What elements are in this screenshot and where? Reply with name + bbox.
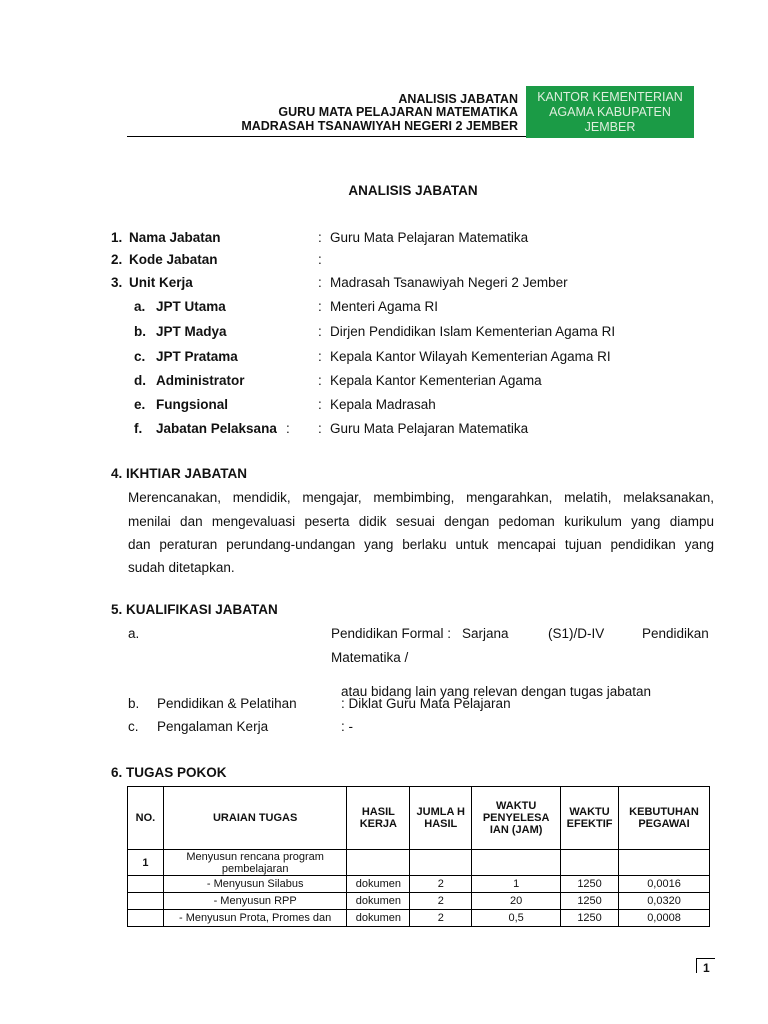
column-header: WAKTU EFEKTIF — [561, 787, 619, 850]
cell-uraian: - Menyusun Prota, Promes dan — [163, 910, 346, 927]
subfield-num: b. — [134, 324, 146, 339]
kualifikasi-c-text: Pengalaman Kerja — [157, 719, 269, 734]
header-line-3: MADRASAH TSANAWIYAH NEGERI 2 JEMBER — [241, 119, 518, 133]
field-label: Nama Jabatan — [129, 230, 221, 245]
kualifikasi-c-label: c. — [128, 719, 139, 734]
field-value: Guru Mata Pelajaran Matematika — [330, 421, 529, 436]
column-header: HASIL KERJA — [347, 787, 410, 850]
page-title: ANALISIS JABATAN — [348, 183, 478, 198]
table-row — [128, 850, 710, 876]
field-value: Dirjen Pendidikan Islam Kementerian Agama RI — [330, 324, 616, 339]
column-header: URAIAN TUGAS — [163, 787, 346, 850]
cell-kebutuhan: 0,0008 — [619, 910, 710, 927]
ikhtiar-line: dan peraturan perundang-undangan yang berlaku untuk mencapai tujuan pendidikan yang — [128, 537, 714, 552]
cell-no — [128, 876, 164, 893]
kualifikasi-a-label: a. — [128, 626, 140, 641]
formal-word: Sarjana — [462, 626, 509, 641]
subfield-label: Fungsional — [156, 397, 228, 412]
cell-uraian: Menyusun rencana program pembelajaran — [163, 850, 346, 876]
table-row — [128, 910, 710, 927]
tugas-table — [127, 786, 710, 927]
field-value: Menteri Agama RI — [330, 299, 439, 314]
ikhtiar-line: menilai dan mengevaluasi peserta didik sesuai dengan pedoman kurikulum yang diampu — [128, 514, 714, 529]
field-sep: : — [318, 230, 322, 245]
subfield-num: a. — [134, 299, 146, 314]
cell-hasil: dokumen — [347, 910, 410, 927]
page-number: 1 — [696, 958, 715, 973]
cell-waktu: 1 — [472, 876, 561, 893]
section-heading-kualifikasi: 5. KUALIFIKASI JABATAN — [111, 602, 278, 617]
cell-empty — [472, 850, 561, 876]
field-num: 2. — [111, 252, 123, 267]
cell-empty — [410, 850, 472, 876]
formal-label: Pendidikan Formal : — [331, 626, 452, 641]
cell-kebutuhan: 0,0016 — [619, 876, 710, 893]
cell-jumlah: 2 — [410, 910, 472, 927]
subfield-num: c. — [134, 349, 146, 364]
field-sep: : — [318, 373, 322, 388]
section-heading-ikhtiar: 4. IKHTIAR JABATAN — [111, 466, 248, 481]
subfield-num: d. — [134, 373, 146, 388]
cell-kebutuhan: 0,0320 — [619, 893, 710, 910]
field-value: Madrasah Tsanawiyah Negeri 2 Jember — [330, 275, 568, 290]
kualifikasi-b-label: b. — [128, 696, 140, 711]
cell-waktu: 20 — [472, 893, 561, 910]
table-row — [128, 893, 710, 910]
cell-uraian: - Menyusun RPP — [163, 893, 346, 910]
cell-efektif: 1250 — [561, 893, 619, 910]
cell-jumlah: 2 — [410, 893, 472, 910]
cell-uraian: - Menyusun Silabus — [163, 876, 346, 893]
field-label: Unit Kerja — [129, 275, 193, 290]
subfield-label: JPT Madya — [156, 324, 227, 339]
cell-empty — [347, 850, 410, 876]
header-line-1: ANALISIS JABATAN — [398, 92, 518, 106]
field-value: Guru Mata Pelajaran Matematika — [330, 230, 529, 245]
ikhtiar-line: Merencanakan, mendidik, mengajar, membimbing, mengarahkan, melatih, melaksanakan, — [128, 490, 714, 505]
cell-no — [128, 893, 164, 910]
field-value: Kepala Kantor Wilayah Kementerian Agama RI — [330, 349, 611, 364]
office-line-2: AGAMA KABUPATEN — [549, 105, 671, 119]
formal-word: Pendidikan — [642, 626, 709, 641]
field-num: 3. — [111, 275, 123, 290]
field-sep: : — [318, 397, 322, 412]
office-line-1: KANTOR KEMENTERIAN — [537, 90, 683, 104]
cell-hasil: dokumen — [347, 876, 410, 893]
field-label: Kode Jabatan — [129, 252, 218, 267]
field-sep: : — [286, 421, 290, 436]
subfield-label: Jabatan Pelaksana — [156, 421, 277, 436]
subfield-num: f. — [134, 421, 143, 436]
ikhtiar-line: sudah ditetapkan. — [128, 560, 235, 575]
cell-hasil: dokumen — [347, 893, 410, 910]
office-line-3: JEMBER — [584, 120, 636, 134]
cell-no — [128, 910, 164, 927]
cell-empty — [561, 850, 619, 876]
office-box — [526, 86, 694, 138]
field-num: 1. — [111, 230, 123, 245]
field-sep: : — [318, 275, 322, 290]
cell-empty — [619, 850, 710, 876]
field-value: Kepala Kantor Kementerian Agama — [330, 373, 542, 388]
formal-word: (S1)/D-IV — [548, 626, 605, 641]
column-header: WAKTU PENYELESA IAN (JAM) — [472, 787, 561, 850]
formal-line-2: Matematika / — [331, 650, 409, 665]
cell-efektif: 1250 — [561, 910, 619, 927]
header-rule — [127, 136, 527, 137]
column-header: KEBUTUHAN PEGAWAI — [619, 787, 710, 850]
column-header: JUMLA H HASIL — [410, 787, 472, 850]
field-sep: : — [318, 349, 322, 364]
header-line-2: GURU MATA PELAJARAN MATEMATIKA — [278, 105, 518, 119]
kualifikasi-b-text: Pendidikan & Pelatihan — [157, 696, 297, 711]
field-sep: : — [318, 252, 322, 267]
column-header: NO. — [128, 787, 164, 850]
cell-jumlah: 2 — [410, 876, 472, 893]
field-sep: : — [318, 299, 322, 314]
section-heading-tugas: 6. TUGAS POKOK — [111, 765, 227, 780]
table-header-row — [128, 787, 710, 850]
cell-waktu: 0,5 — [472, 910, 561, 927]
subfield-num: e. — [134, 397, 146, 412]
field-sep: : — [318, 421, 322, 436]
field-value: Kepala Madrasah — [330, 397, 436, 412]
table-row — [128, 876, 710, 893]
subfield-label: JPT Pratama — [156, 349, 238, 364]
cell-no: 1 — [128, 850, 164, 876]
kualifikasi-b-value: : Diklat Guru Mata Pelajaran — [341, 696, 511, 711]
subfield-label: JPT Utama — [156, 299, 226, 314]
field-sep: : — [318, 324, 322, 339]
formal-line-3: atau bidang lain yang relevan dengan tugas jabatan — [341, 684, 651, 699]
cell-efektif: 1250 — [561, 876, 619, 893]
subfield-label: Administrator — [156, 373, 245, 388]
kualifikasi-c-value: : - — [341, 719, 353, 734]
